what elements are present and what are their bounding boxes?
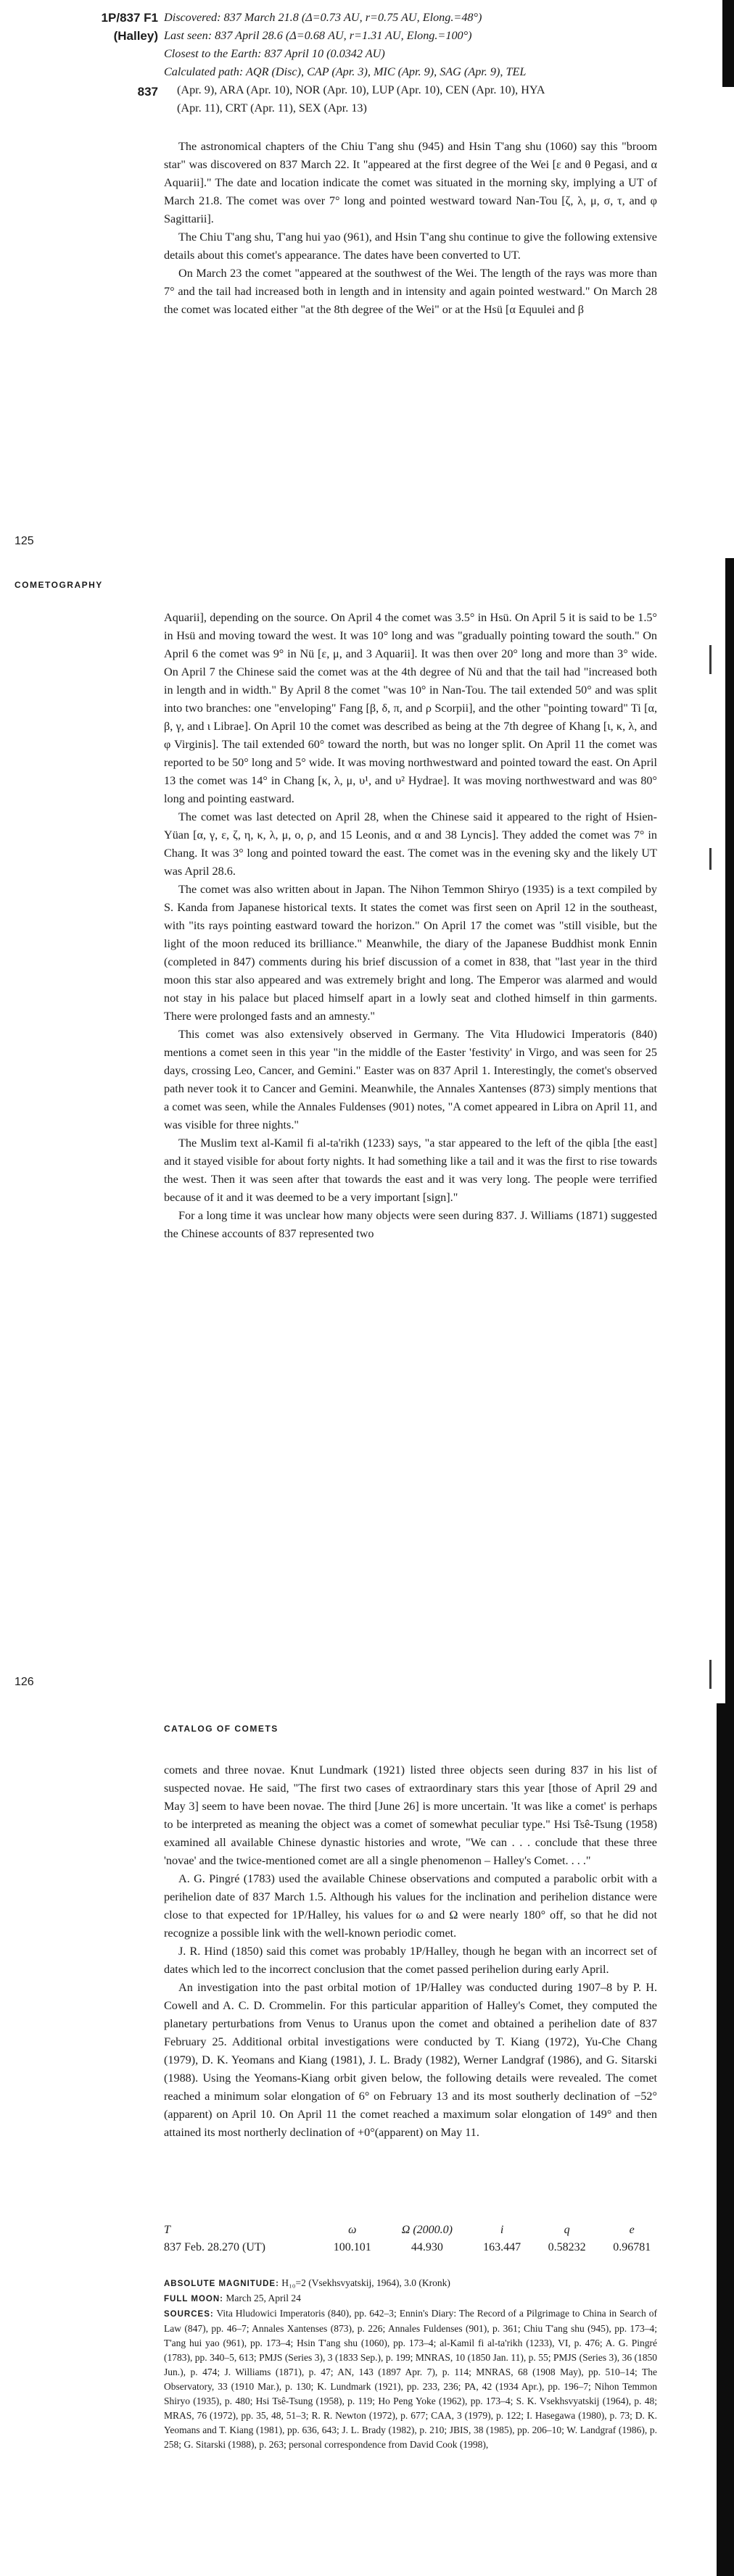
scan-binding-shadow (722, 0, 734, 87)
page2-body (164, 609, 657, 1243)
page3-body (164, 1761, 657, 2142)
orbit-header-e: e (629, 2224, 635, 2236)
page-number: 125 (15, 535, 34, 547)
orbit-value-T: 837 Feb. 28.270 (UT) (164, 2241, 265, 2253)
paragraph: The comet was also written about in Japan. The Nihon Temmon Shiryo (1935) is a text compiled by S. Kanda from Japanese historical texts. It states the comet was first seen on April 12 in the southeast, with "its rays pointing eastward toward the horizon." On April 17 the comet was "still visible, but the light of the moon reduced its brilliance." Meanwhile, the diary of the Japanese Buddhist monk Ennin (completed in 847) comments during his brief discussion of a comet in 838, that "last year in the third moon this star also appeared and was extremely bright and long. The Emperor was alarmed and would not stay in his palace but placed himself apart in a lowly seat and clothed himself in thin garments. There were prolonged fasts and an amnesty." (164, 883, 657, 1023)
orbit-header-i: i (500, 2224, 504, 2236)
page-number: 126 (15, 1676, 34, 1688)
discovered-line: Discovered: 837 March 21.8 (Δ=0.73 AU, r=0.75 AU, Elong.=48°) (164, 11, 482, 24)
absolute-magnitude: ABSOLUTE MAGNITUDE: H₁₀=2 (Vsekhsvyatskij, 1964), 3.0 (Kronk) (164, 2277, 450, 2288)
page-127 (0, 1703, 734, 2576)
paragraph: This comet was also extensively observed in Germany. The Vita Hludowici Imperatoris (840) mentions a comet seen in this year "in the middle of the Easter 'festivity' in Virgo, and was seen for 25 days, crossing Leo, Cancer, and Gemini." Easter was on 837 April 1. Interestingly, the comet's observed path never took it to Cancer and Gemini. Meanwhile, the Annales Xantenses (873) simply mentions that a comet was seen, while the Annales Fuldenses (901) notes, "A comet appeared in Libra on April 11, and was visible for three nights." (164, 1028, 657, 1131)
comet-summary (164, 9, 657, 117)
scan-binding-shadow (725, 558, 734, 1703)
paragraph: A. G. Pingré (1783) used the available Chinese observations and computed a parabolic orbit with a perihelion date of 837 March 1.5. Although his values for the inclination and perihelion distance were close to that expected for 1P/Halley, his values for ω and Ω were nearly 180° off, so that he did not recognize a possible link with the well-known periodic comet. (164, 1872, 657, 1940)
paragraph: For a long time it was unclear how many objects were seen during 837. J. Williams (1871) suggested the Chinese accounts of 837 represented two (164, 1209, 657, 1240)
orbit-value-node: 44.930 (411, 2241, 443, 2253)
orbit-value-e: 0.96781 (613, 2241, 651, 2253)
orbit-header-q: q (564, 2224, 570, 2236)
orbit-header-T: T (164, 2224, 170, 2236)
page-126 (0, 558, 734, 1703)
last-seen-line: Last seen: 837 April 28.6 (Δ=0.68 AU, r=1.31 AU, Elong.=100°) (164, 29, 472, 42)
orbit-header-omega: ω (348, 2224, 357, 2236)
orbital-elements-table (164, 2224, 664, 2254)
comet-year: 837 (137, 85, 158, 99)
page-125 (0, 0, 734, 558)
running-head: CATALOG OF COMETS (164, 1724, 279, 1734)
paragraph: Aquarii], depending on the source. On April 4 the comet was 3.5° in Hsü. On April 5 it is said to be 1.5° in Hsü and moving toward the west. It was 10° long and was "gradually pointing toward the south." On April 6 the comet was 9° in Nü [ε, μ, and 3 Aquarii]. It was then over 20° long and more than 3° wide. On April 7 the Chinese said the comet was at the 4th degree of Nü and that the tail had "increased both in length and in width." By April 8 the comet "was 10° in Nan-Tou. The tail extended 50° and was split into two branches: one "enveloping" Fang [β, δ, π, and ρ Scorpii], and the other "pointing toward" Ti [α, β, γ, and ι Librae]. On April 10 the comet was described as being at the 7th degree of Khang [ι, κ, λ, and φ Virginis]. The tail extended 60° toward the north, but was no longer split. On April 11 the comet was reported to be 50° long and 5° wide. It was moving northwestward and pointed toward the east. On April 13 the comet was 14° in Chang [κ, λ, μ, υ¹, and υ² Hydrae]. It was moving northwestward and was 80° long and pointing eastward. (164, 611, 657, 805)
calc-path-line-3: (Apr. 11), CRT (Apr. 11), SEX (Apr. 13) (177, 101, 367, 115)
comet-name: (Halley) (113, 29, 158, 43)
scan-binding-shadow (717, 1703, 734, 2576)
paragraph: comets and three novae. Knut Lundmark (1921) listed three objects seen during 837 in his list of suspected novae. He said, "The first two cases of extraordinary stars this year [those of April 29 and May 3] seem to have been novae. The third [June 26] is more uncertain. 'It was like a comet' is perhaps to be interpreted as meaning the object was a comet of somewhat peculiar type." Hsi Tsê-Tsung (1958) examined all available Chinese dynastic histories and wrote, "We can . . . conclude that these three 'novae' and the twice-mentioned comet are all a single phenomenon – Halley's Comet. . . ." (164, 1763, 657, 1867)
comet-notes (164, 2276, 657, 2452)
orbit-value-i: 163.447 (483, 2241, 521, 2253)
calc-path-line-2: (Apr. 9), ARA (Apr. 10), NOR (Apr. 10), LUP (Apr. 10), CEN (Apr. 10), HYA (177, 83, 545, 96)
orbit-value-q: 0.58232 (548, 2241, 586, 2253)
running-head: COMETOGRAPHY (15, 580, 103, 590)
paragraph: The Chiu T'ang shu, T'ang hui yao (961), and Hsin T'ang shu continue to give the following extensive details about this comet's appearance. The dates have been converted to UT. (164, 230, 657, 262)
paragraph: On March 23 the comet "appeared at the southwest of the Wei. The length of the rays was more than 7° and the tail had increased both in length and in intensity and again pointed westward." On March 28 the comet was located either "at the 8th degree of the Wei" or at the Hsü [α Equulei and β (164, 267, 657, 316)
scan-artifact (709, 848, 712, 870)
orbit-header-node: Ω (2000.0) (401, 2224, 453, 2236)
paragraph: J. R. Hind (1850) said this comet was probably 1P/Halley, though he began with an incorrect set of dates which led to the incorrect conclusion that the comet passed perihelion during early April. (164, 1945, 657, 1976)
orbit-value-omega: 100.101 (333, 2241, 371, 2253)
closest-line: Closest to the Earth: 837 April 10 (0.0342 AU) (164, 47, 385, 60)
comet-designation-block (6, 9, 158, 101)
scan-artifact (709, 645, 712, 674)
comet-designation: 1P/837 F1 (101, 11, 158, 25)
paragraph: An investigation into the past orbital motion of 1P/Halley was conducted during 1907–8 by P. H. Cowell and A. C. D. Crommelin. For this particular apparition of Halley's Comet, they computed the planetary perturbations from Venus to Uranus upon the comet and obtained a perihelion date of 837 February 25. Additional orbital investigations were conducted by T. Kiang (1972), Yu-Che Chang (1979), D. K. Yeomans and Kiang (1981), J. L. Brady (1982), Werner Landgraf (1986), and G. Sitarski (1988). Using the Yeomans-Kiang orbit given below, the following details were revealed. The comet reached a minimum solar elongation of 6° on February 13 and its most southerly declination of −52° (apparent) on April 10. On April 11 the comet reached a maximum solar elongation of 149° and then attained its most northerly declination of +0°(apparent) on May 11. (164, 1981, 657, 2139)
scan-artifact (709, 1660, 712, 1689)
paragraph: The Muslim text al-Kamil fi al-ta'rikh (1233) says, "a star appeared to the left of the qibla [the east] and it stayed visible for about forty nights. It had something like a tail and it was the first to rise towards the west. Then it was seen after that towards the east and it was very long. The people were terrified because of it and it was deemed to be a very important [sign]." (164, 1137, 657, 1204)
full-moon: FULL MOON: March 25, April 24 (164, 2293, 301, 2303)
page1-body (164, 138, 657, 319)
paragraph: The comet was last detected on April 28, when the Chinese said it appeared to the right of Hsien-Yüan [α, γ, ε, ζ, η, κ, λ, μ, ο, ρ, and 15 Leonis, and α and 38 Lyncis]. They added the comet was 7° in Chang. It was 3° long and pointed toward the east. The comet was in the evening sky and the likely UT was April 28.6. (164, 810, 657, 878)
paragraph: The astronomical chapters of the Chiu T'ang shu (945) and Hsin T'ang shu (1060) say this "broom star" was discovered on 837 March 22. It "appeared at the first degree of the Wei [ε and θ Pegasi, and α Aquarii]." The date and location indicate the comet was situated in the morning sky, implying a UT of March 21.8. The comet was over 7° long and pointed westward toward Nan-Tou [ζ, λ, μ, σ, τ, and φ Sagittarii]. (164, 140, 657, 225)
sources: SOURCES: Vita Hludowici Imperatoris (840), pp. 642–3; Ennin's Diary: The Record of a Pilgrimage to China in Search of Law (847), pp. 46–7; Annales Xantenses (873), p. 226; Annales Fuldenses (901), p. 361; Chiu T'ang shu (945), pp. 173–4; T'ang hui yao (961), pp. 173–4; Hsin T'ang shu (1060), pp. 173–4; al-Kamil fi al-ta'rikh (1233), VI, p. 476; A. G. Pingré (1783), pp. 340–5, 613; PMJS (Series 3), 3 (1833 Sep.), p. 199; MNRAS, 10 (1850 Jan. 11), p. 55; PMJS (Series 3), 36 (1850 Jun.), p. 474; J. Williams (1871), p. 47; AN, 143 (1897 Apr. 7), p. 114; MNRAS, 68 (1908 May), pp. 510–14; The Observatory, 33 (1910 Mar.), p. 130; K. Lundmark (1921), pp. 233, 236; PA, 42 (1934 Apr.), pp. 196–7; Nihon Temmon Shiryo (1935), p. 480; Hsi Tsê-Tsung (1958), p. 119; Ho Peng Yoke (1962), pp. 173–4; S. K. Vsekhsvyatskij (1964), p. 48; MRAS, 76 (1972), pp. 35, 48, 51–3; R. R. Newton (1972), p. 677; CAA, 3 (1979), p. 122; I. Hasegawa (1980), p. 73; D. K. Yeomans and T. Kiang (1981), pp. 636, 643; J. L. Brady (1982), p. 210; JBIS, 38 (1985), pp. 206–10; W. Landgraf (1986), p. 258; G. Sitarski (1988), p. 263; personal correspondence from David Cook (1998), (164, 2308, 657, 2450)
calc-path-line-1: Calculated path: AQR (Disc), CAP (Apr. 3), MIC (Apr. 9), SAG (Apr. 9), TEL (164, 65, 527, 78)
